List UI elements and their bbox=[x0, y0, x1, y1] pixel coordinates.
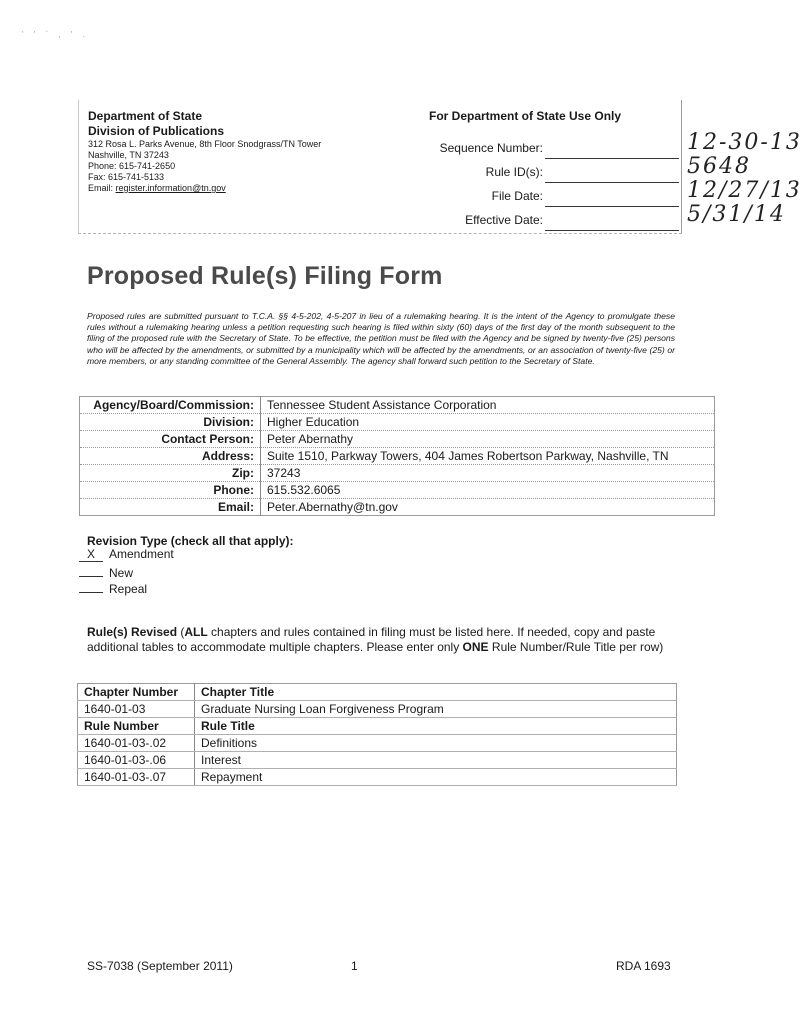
agency-info-body bbox=[80, 397, 715, 516]
revision-checkbox-repeal[interactable] bbox=[79, 579, 103, 593]
agency-field-label: Address: bbox=[80, 448, 261, 465]
agency-row bbox=[80, 397, 715, 414]
division-title: Division of Publications bbox=[88, 124, 225, 138]
agency-field-value: Higher Education bbox=[261, 414, 715, 431]
effective-date-handwritten: 5/31/14 bbox=[687, 202, 786, 227]
rule-title-cell: Interest bbox=[195, 752, 677, 769]
agency-field-label: Zip: bbox=[80, 465, 261, 482]
agency-field-value: Peter Abernathy bbox=[261, 431, 715, 448]
corner-marks: ' ' ` , ' . bbox=[22, 30, 89, 39]
sequence-number-label: Sequence Number: bbox=[439, 141, 543, 155]
rule-title-cell: Definitions bbox=[195, 735, 677, 752]
effective-date-row bbox=[419, 202, 786, 231]
rule-title-header: Rule Title bbox=[195, 718, 677, 735]
rule-number-header: Rule Number bbox=[78, 718, 195, 735]
footer-page-number: 1 bbox=[351, 959, 358, 973]
state-use-only-title: For Department of State Use Only bbox=[429, 109, 622, 123]
intro-paragraph: Proposed rules are submitted pursuant to T.C.A. §§ 4-5-202, 4-5-207 in lieu of a rulemaking hearing. It is the intent of the Agency to promulgate these rules without a rulemaking hearing unless a petition requesting such hearing is filed within sixty (60) days of the first day of the month subsequent to the filing of the proposed rule with the Secretary of State. To be effective, the petition must be filed with the Agency and be signed by twenty-five (25) persons who will be affected by the amendments, or submitted by a municipality which will be affected by the amendments, or an association of twenty-five (25) or more members, or any standing committee of the General Assembly. The agency shall forward such petition to the Secretary of State. bbox=[87, 311, 675, 366]
department-title: Department of State bbox=[88, 109, 203, 123]
page-title: Proposed Rule(s) Filing Form bbox=[87, 262, 443, 290]
footer-form-id: SS-7038 (September 2011) bbox=[87, 959, 233, 973]
agency-row bbox=[80, 448, 715, 465]
effective-date-line bbox=[545, 202, 786, 231]
department-block bbox=[88, 109, 408, 194]
agency-field-label: Agency/Board/Commission: bbox=[80, 397, 261, 414]
revision-label-new: New bbox=[109, 566, 134, 580]
rules-revised-instructions bbox=[87, 625, 667, 655]
agency-field-value: Suite 1510, Parkway Towers, 404 James Robertson Parkway, Nashville, TN bbox=[261, 448, 715, 465]
revision-checkbox-amendment[interactable]: X bbox=[79, 548, 103, 562]
rule-row bbox=[78, 769, 677, 786]
agency-row bbox=[80, 414, 715, 431]
rules-revised-paren: ( bbox=[177, 625, 185, 639]
revision-label-amendment: Amendment bbox=[109, 547, 174, 561]
rule-title-cell: Repayment bbox=[195, 769, 677, 786]
footer-rda: RDA 1693 bbox=[616, 959, 671, 973]
chapter-title-header: Chapter Title bbox=[195, 684, 677, 701]
agency-field-value: Tennessee Student Assistance Corporation bbox=[261, 397, 715, 414]
rule-number-cell: 1640-01-03-.02 bbox=[78, 735, 195, 752]
agency-field-label: Division: bbox=[80, 414, 261, 431]
rule-number-cell: 1640-01-03-.06 bbox=[78, 752, 195, 769]
rule-id-handwritten: 5648 bbox=[687, 154, 751, 179]
chapter-rules-table bbox=[77, 683, 677, 786]
agency-field-label: Email: bbox=[80, 499, 261, 516]
agency-field-value: Peter.Abernathy@tn.gov bbox=[261, 499, 715, 516]
agency-field-value: 615.532.6065 bbox=[261, 482, 715, 499]
file-date-line bbox=[545, 178, 802, 207]
revision-type-title: Revision Type (check all that apply): bbox=[87, 534, 294, 548]
agency-row bbox=[80, 499, 715, 516]
sequence-number-line bbox=[545, 130, 802, 159]
rules-revised-mid: chapters and rules contained in filing must be listed here. bbox=[207, 625, 514, 639]
chapter-number-header: Chapter Number bbox=[78, 684, 195, 701]
rule-header-row bbox=[78, 718, 677, 735]
rule-id-row bbox=[419, 154, 751, 183]
agency-row bbox=[80, 431, 715, 448]
rule-id-line bbox=[545, 154, 751, 183]
department-city: Nashville, TN 37243 bbox=[88, 150, 169, 160]
agency-info-table bbox=[79, 396, 715, 516]
revision-option-amendment[interactable] bbox=[79, 547, 174, 563]
revision-checkbox-new[interactable] bbox=[79, 563, 103, 577]
department-email-line bbox=[88, 183, 408, 194]
department-fax: Fax: 615-741-5133 bbox=[88, 172, 165, 182]
state-use-only-block bbox=[419, 109, 802, 227]
chapter-header-row bbox=[78, 684, 677, 701]
rules-revised-lead: Rule(s) Revised bbox=[87, 625, 178, 639]
agency-field-label: Contact Person: bbox=[80, 431, 261, 448]
file-date-label: File Date: bbox=[491, 189, 543, 203]
department-address: 312 Rosa L. Parks Avenue, 8th Floor Snodgrass/TN Tower bbox=[88, 139, 322, 149]
chapter-rules-body bbox=[78, 684, 677, 786]
rule-number-cell: 1640-01-03-.07 bbox=[78, 769, 195, 786]
revision-option-repeal[interactable] bbox=[79, 579, 147, 595]
sequence-number-row bbox=[419, 130, 802, 159]
sequence-number-handwritten: 12-30-13 bbox=[687, 130, 802, 155]
agency-field-value: 37243 bbox=[261, 465, 715, 482]
agency-row bbox=[80, 482, 715, 499]
file-date-handwritten: 12/27/13 bbox=[687, 178, 802, 203]
revision-label-repeal: Repeal bbox=[109, 582, 148, 596]
rules-revised-all: ALL bbox=[184, 625, 208, 639]
effective-date-label: Effective Date: bbox=[465, 213, 543, 227]
agency-field-label: Phone: bbox=[80, 482, 261, 499]
rules-revised-rest: If needed, copy and paste additional tables to accommodate multiple chapters. Please enter only bbox=[87, 625, 656, 654]
agency-row bbox=[80, 465, 715, 482]
header-box bbox=[78, 100, 802, 234]
department-email-link[interactable]: register.information@tn.gov bbox=[115, 183, 226, 193]
email-label: Email: bbox=[88, 183, 114, 193]
rule-row bbox=[78, 735, 677, 752]
rule-id-label: Rule ID(s): bbox=[485, 165, 543, 179]
chapter-title-cell: Graduate Nursing Loan Forgiveness Program bbox=[195, 701, 677, 718]
rules-revised-tail: Rule Number/Rule Title per row) bbox=[488, 640, 664, 654]
chapter-row bbox=[78, 701, 677, 718]
chapter-number-cell: 1640-01-03 bbox=[78, 701, 195, 718]
file-date-row bbox=[419, 178, 802, 207]
revision-option-new[interactable] bbox=[79, 563, 133, 579]
rule-row bbox=[78, 752, 677, 769]
department-phone: Phone: 615-741-2650 bbox=[88, 161, 176, 171]
rules-revised-one: ONE bbox=[462, 640, 489, 654]
